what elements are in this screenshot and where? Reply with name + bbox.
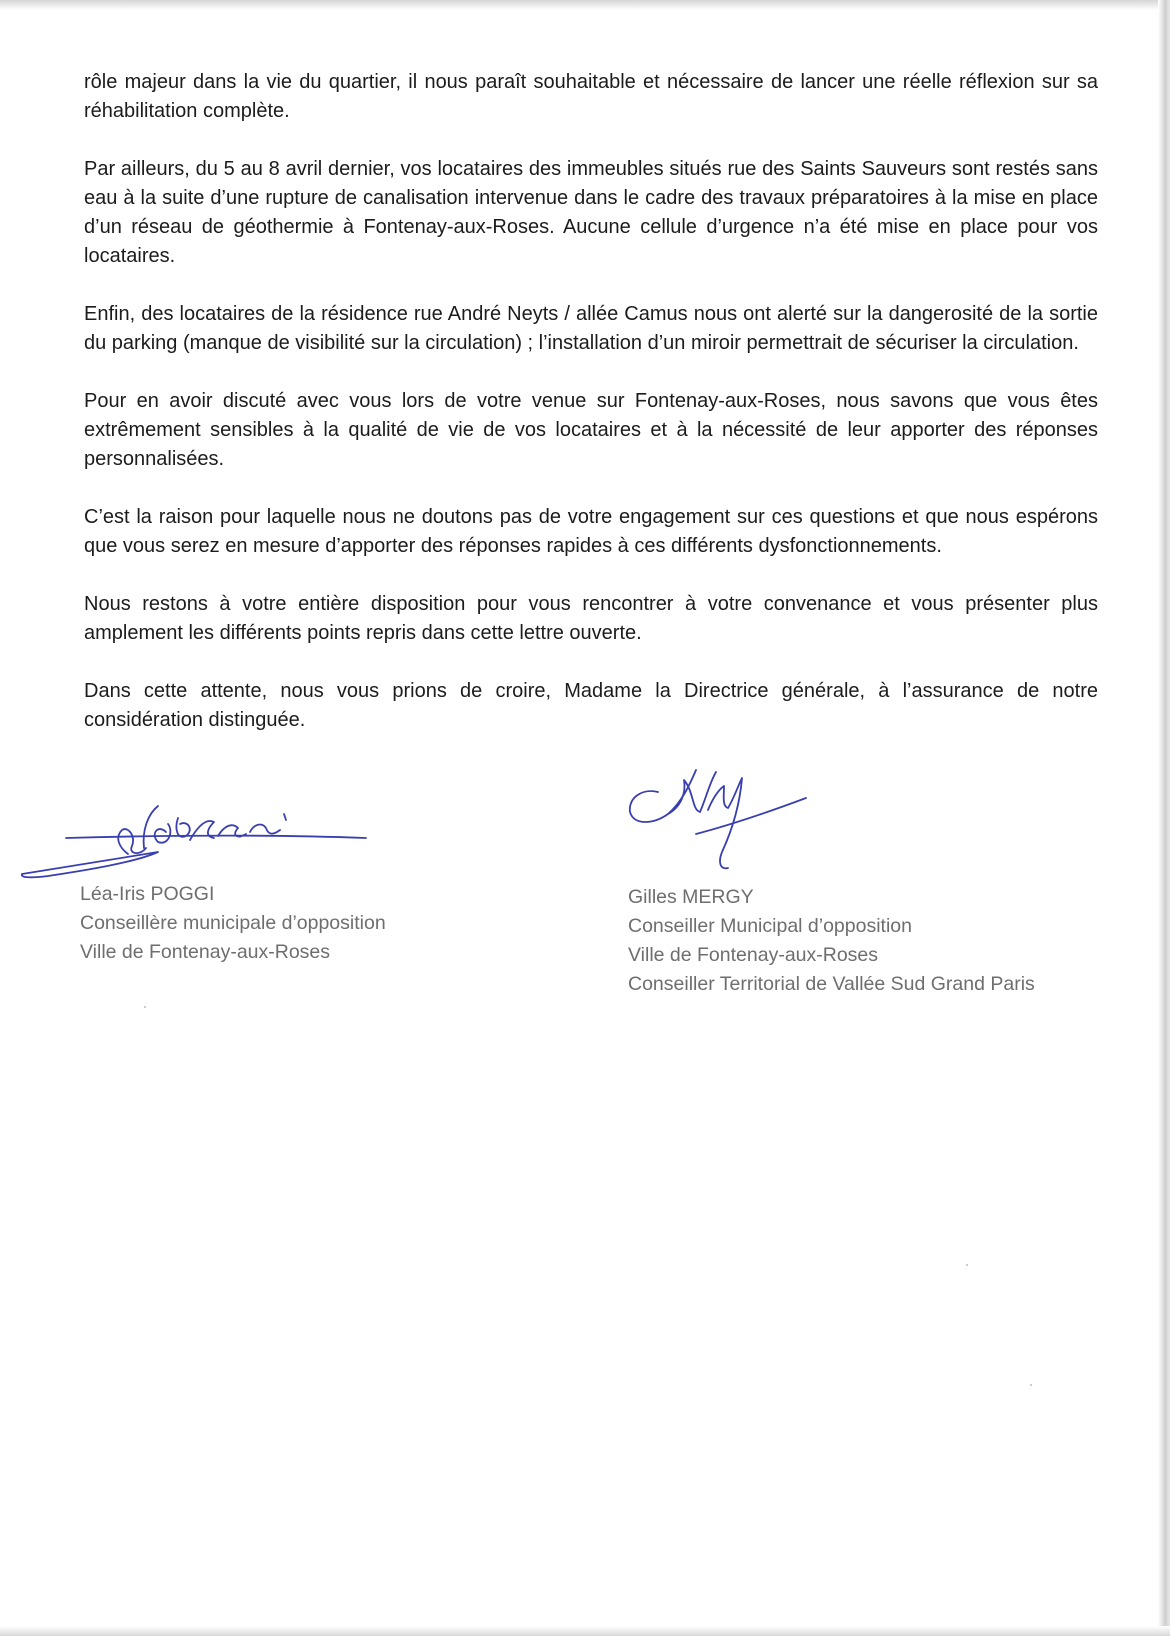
signatory-title: Conseillère municipale d’opposition xyxy=(80,912,386,934)
signatory-name: Léa-Iris POGGI xyxy=(80,883,215,905)
signature-mergy-icon xyxy=(624,762,814,882)
scan-speck xyxy=(966,1264,968,1266)
signatory-city: Ville de Fontenay-aux-Roses xyxy=(80,941,331,963)
scan-right-edge xyxy=(1158,0,1170,1636)
scan-speck xyxy=(1030,1384,1032,1386)
paragraph-water-outage: Par ailleurs, du 5 au 8 avril dernier, vos locataires des immeubles situés rue des Saints Sauveurs sont restés sans eau à la suite d’une rupture de canalisation intervenue dans le cadre des travaux préparatoires à la mise en place d’un réseau de géothermie à Fontenay-aux-Roses. Aucune cellule d’urgence n’a été mise en place pour vos locataires. xyxy=(84,158,1098,267)
paragraph-availability: Nous restons à votre entière disposition pour vous rencontrer à votre convenance et vous présenter plus amplement les différents points repris dans cette lettre ouverte. xyxy=(84,593,1098,644)
signature-block-left xyxy=(80,880,386,967)
paragraph-rehabilitation: rôle majeur dans la vie du quartier, il nous paraît souhaitable et nécessaire de lancer une réelle réflexion sur sa réhabilitation complète. xyxy=(84,71,1098,122)
paragraph-closing: Dans cette attente, nous vous prions de croire, Madame la Directrice générale, à l’assurance de notre considération distinguée. xyxy=(84,680,1098,731)
scan-top-edge xyxy=(0,0,1160,10)
scan-bottom-edge xyxy=(0,1626,1170,1636)
paragraph-quality-of-life: Pour en avoir discuté avec vous lors de votre venue sur Fontenay-aux-Roses, nous savons que vous êtes extrêmement sensibles à la qualité de vie de vos locataires et à la nécessité de leur apporter des réponses personnalisées. xyxy=(84,390,1098,470)
paragraph-parking-exit: Enfin, des locataires de la résidence rue André Neyts / allée Camus nous ont alerté sur la dangerosité de la sortie du parking (manque de visibilité sur la circulation) ; l’installation d’un miroir permettrait de sécuriser la circulation. xyxy=(84,303,1098,354)
signatory-title: Conseiller Municipal d’opposition xyxy=(628,915,912,937)
signatory-extra-title: Conseiller Territorial de Vallée Sud Grand Paris xyxy=(628,973,1035,995)
paragraph-engagement: C’est la raison pour laquelle nous ne doutons pas de votre engagement sur ces questions et que nous espérons que vous serez en mesure d’apporter des réponses rapides à ces différents dysfonctionnements. xyxy=(84,506,1098,557)
signatory-city: Ville de Fontenay-aux-Roses xyxy=(628,944,879,966)
scan-speck xyxy=(144,1006,146,1008)
letter-body xyxy=(84,68,1098,764)
signature-block-right xyxy=(628,883,1035,999)
signature-poggi-icon xyxy=(18,796,378,886)
signatory-name: Gilles MERGY xyxy=(628,886,754,908)
